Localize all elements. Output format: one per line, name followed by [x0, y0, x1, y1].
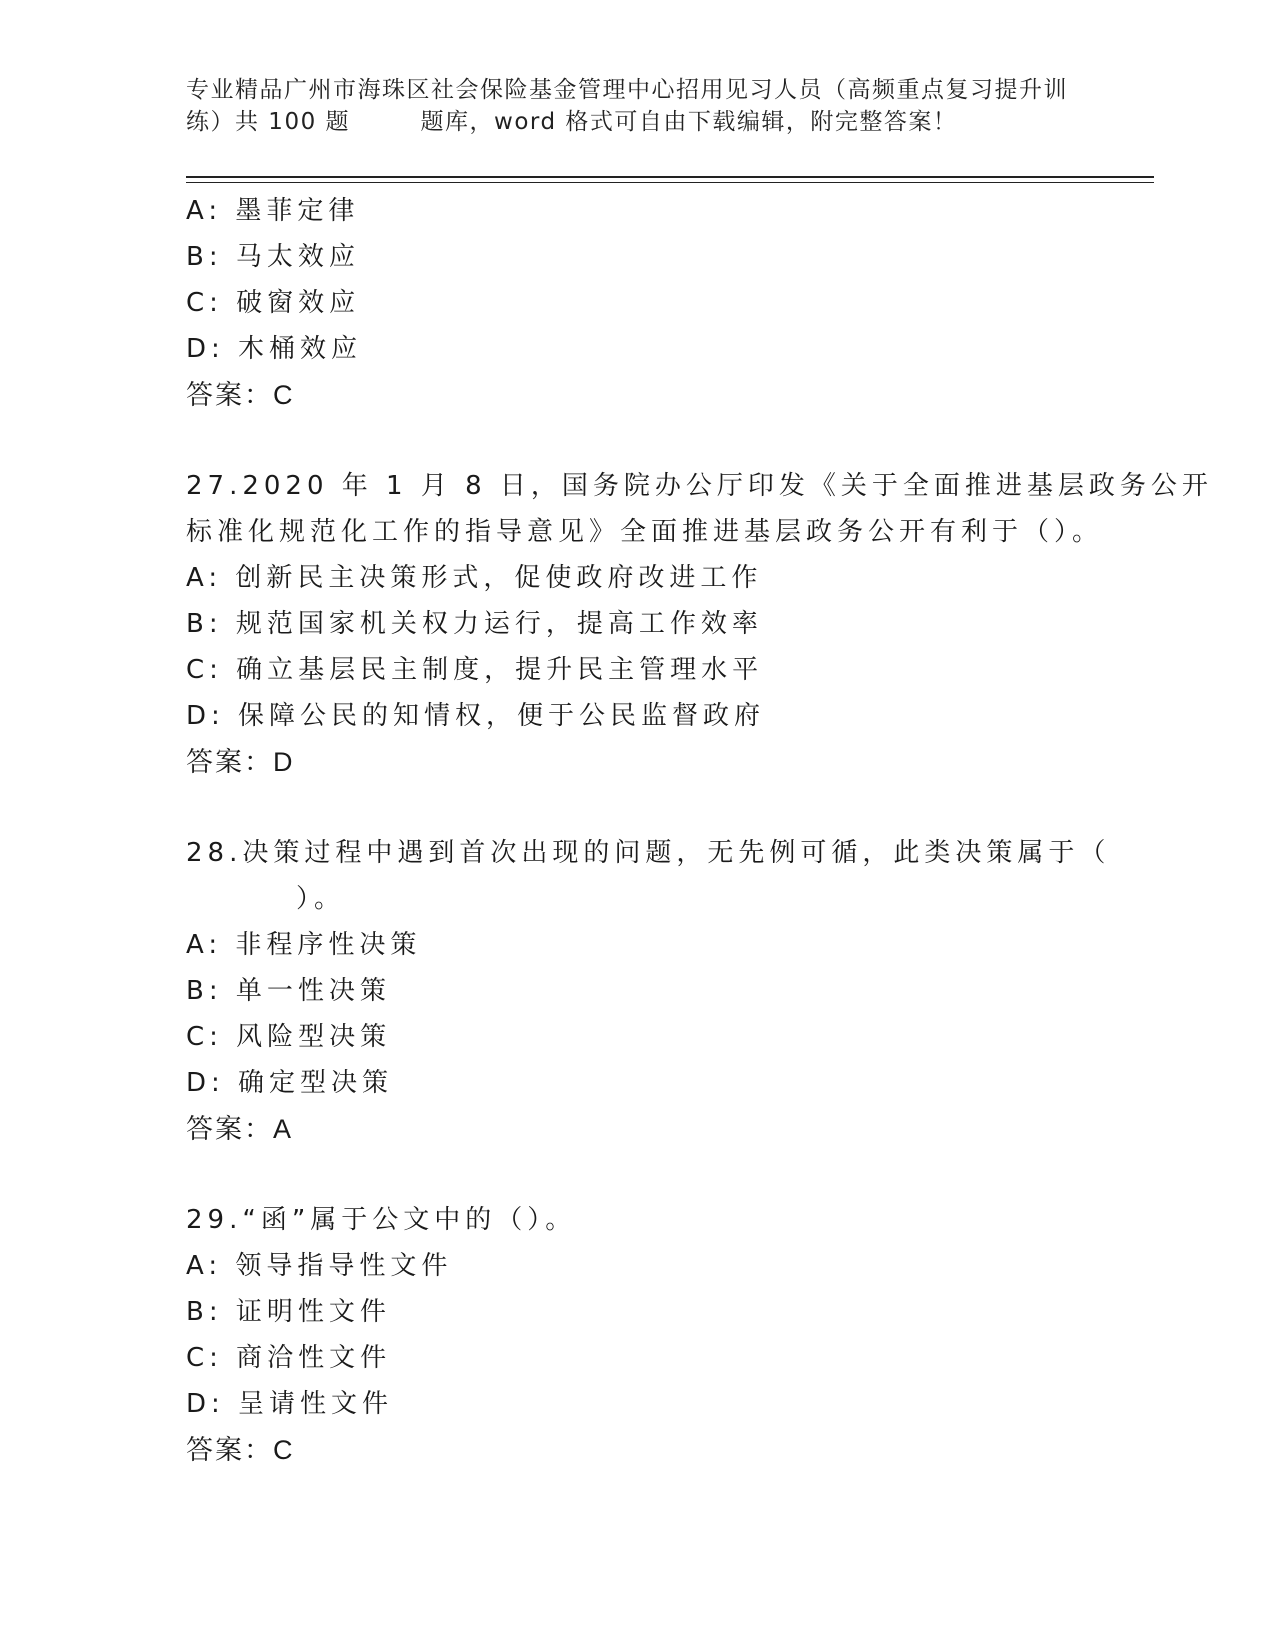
answer: 答案：A [186, 1114, 294, 1144]
header-line-1: 专业精品广州市海珠区社会保险基金管理中心招用见习人员（高频重点复习提升训 [186, 77, 1068, 103]
option-c: C: 破窗效应 [186, 288, 361, 318]
option-b: B: 单一性决策 [186, 976, 391, 1006]
document-header [186, 74, 1086, 138]
option-b: B: 马太效应 [186, 242, 360, 272]
option-b: B: 规范国家机关权力运行，提高工作效率 [186, 609, 763, 639]
option-d: D: 确定型决策 [186, 1068, 394, 1098]
option-c: C: 风险型决策 [186, 1022, 392, 1052]
question-27 [186, 463, 1213, 785]
question-26 [186, 188, 1086, 418]
question-list [186, 188, 1213, 1473]
option-c: C: 确立基层民主制度，提升民主管理水平 [186, 655, 764, 685]
option-a: A: 领导指导性文件 [186, 1251, 453, 1281]
question-28 [186, 830, 1111, 1152]
option-a: A: 创新民主决策形式，促使政府改进工作 [186, 563, 763, 593]
question-text-line-1: 29.“函”属于公文中的（）。 [186, 1205, 577, 1235]
question-29 [186, 1197, 1086, 1473]
option-b: B: 证明性文件 [186, 1297, 391, 1327]
answer: 答案：D [186, 747, 295, 777]
option-a: A: 墨菲定律 [186, 196, 360, 226]
answer: 答案：C [186, 1435, 295, 1465]
question-text-line-1: 27.2020 年 1 月 8 日，国务院办公厅印发《关于全面推进基层政务公开 [186, 471, 1213, 501]
option-d: D: 保障公民的知情权，便于公民监督政府 [186, 701, 766, 731]
answer: 答案：C [186, 380, 295, 410]
header-divider-thin [186, 182, 1154, 183]
question-text-line-1: 28.决策过程中遇到首次出现的问题，无先例可循，此类决策属于（ [186, 838, 1111, 868]
option-c: C: 商洽性文件 [186, 1343, 392, 1373]
question-text-line-2: 标准化规范化工作的指导意见》全面推进基层政务公开有利于（）。 [186, 517, 1104, 547]
spacer [186, 418, 1086, 463]
header-divider-thick [186, 176, 1154, 178]
spacer [186, 785, 1086, 830]
spacer [186, 1152, 1086, 1197]
option-d: D: 木桶效应 [186, 334, 363, 364]
question-text-line-2: ）。 [296, 884, 346, 914]
option-a: A: 非程序性决策 [186, 930, 422, 960]
header-line-2: 练）共 100 题 题库，word 格式可自由下载编辑，附完整答案！ [186, 109, 958, 135]
option-d: D: 呈请性文件 [186, 1389, 394, 1419]
